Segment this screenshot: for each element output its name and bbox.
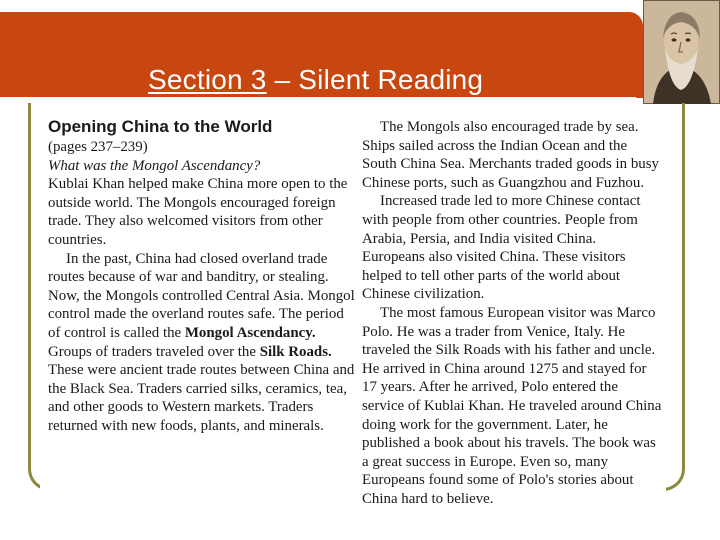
- right-paragraph-1: The Mongols also encouraged trade by sea. Ships sailed across the Indian Ocean and the South China Sea. Merchants traded goods in busy Chinese ports, such as Guangzhou and Fuzhou.: [362, 119, 659, 191]
- section-heading: Opening China to the World: [48, 117, 273, 136]
- slide-title: [148, 64, 483, 96]
- portrait-image: [643, 0, 720, 104]
- term-silk-roads: Silk Roads.: [259, 343, 332, 360]
- marco-polo-portrait: [643, 0, 720, 104]
- left-column: [48, 108, 356, 436]
- slide-title-section: Section 3: [148, 64, 267, 95]
- title-underline: [0, 97, 636, 99]
- left-paragraph-2b: Groups of traders traveled over the: [48, 343, 260, 360]
- page-reference: (pages 237–239): [48, 139, 148, 155]
- right-paragraph-2: Increased trade led to more Chinese contact with people from other countries. People from Arabia, Persia, and India visited China. Europeans also visited China. These visitors helped to tell other parts of the world about Chinese civilization.: [362, 193, 641, 303]
- guiding-question: What was the Mongol Ascendancy?: [48, 157, 261, 174]
- left-paragraph-2a: In the past, China had closed overland trade routes because of war and banditry, or stealing. Now, the Mongols controlled Central Asia. Mongol control made the overland routes safe. The period of control is called the: [48, 250, 355, 341]
- left-paragraph-2c: These were ancient trade routes between China and the Black Sea. Traders carried silks, ceramics, tea, and other goods to Western markets. Traders returned with new foods, plants, and minerals.: [48, 362, 355, 434]
- slide-title-rest: – Silent Reading: [266, 64, 484, 95]
- right-paragraph-3: The most famous European visitor was Marco Polo. He was a trader from Venice, Italy. He traveled the Silk Roads with his father and uncle. He arrived in China around 1275 and stayed for 17 years. After he arrived, Polo entered the service of Kublai Khan. He traveled around China doing work for the government. Later, he published a book about his travels. The book was a great success in Europe. Even so, many Europeans found some of Polo's stories about China hard to believe.: [362, 304, 662, 507]
- term-mongol-ascendancy: Mongol Ascendancy.: [184, 324, 316, 341]
- left-paragraph-2: [48, 250, 356, 436]
- right-column: [362, 108, 662, 508]
- textbook-page: [40, 108, 666, 505]
- left-paragraph-1: Kublai Khan helped make China more open to the outside world. The Mongols encouraged foreign trade. They also welcomed visitors from other countries.: [48, 176, 348, 248]
